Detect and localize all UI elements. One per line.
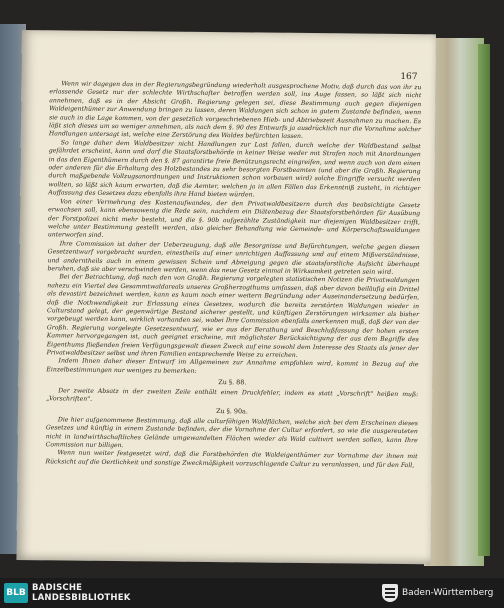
section-heading-88: Zu §. 88. [218,378,247,387]
section-heading-90a: Zu §. 90a. [216,407,248,416]
paragraph: Indem Ihnen daher dieser Entwurf im Allgemeinen zur Annahme empfohlen wird, kommt in Bezug auf die Einzelbestimmungen nur weniges zu bemerken: [46,357,419,375]
paragraph: Wenn wir dagegen das in der Regierungsbegründung wiederholt ausgesprochene Motiv, daß durch das von ihr zu erlassende Gesetz nur der schlechte Wirthschafter betroffen werden soll, ins Auge fassen, so läßt sich nicht annehmen, daß es in der Absicht Großh. Regierung gelegen sei, diese Bestimmung auch gegen diejenigen Waldeigenthümer zur Anwendung bringen zu lassen, deren Waldungen sich schon in gutem Zustande befinden, wenn sie auch in die Lage kommen, von der gesetzlich vorgeschriebenen Hieb- und Abtriebszeit Ausnahmen zu machen. Es läßt sich dieses um so weniger annehmen, als nach dem §. 90 des Entwurfs ja ausdrücklich nur die Vornahme solcher Handlungen untersagt ist, welche eine Zerstörung des Waldes befürchten lassen. [48,80,422,141]
scanned-page [16,30,436,564]
paragraph: Ihre Commission ist daher der Ueberzeugung, daß alle Besorgnisse und Befürchtungen, welche gegen diesen Gesetzentwurf vorgebracht wurden, einestheils auf einer unrichtigen Auffassung und auf einem Mißverständnisse, und anderntheils auch in einem gewissen Schein und Abneigung gegen die staatsforstliche Aufsicht überhaupt beruhen, daß sie aber verschwinden werden, wenn das neue Gesetz einmal in Wirksamkeit getreten sein wird. [47,240,420,276]
page-text [45,80,421,470]
library-name[interactable] [32,583,131,603]
blb-logo[interactable]: BLB [4,583,28,603]
paragraph: So lange daher dem Waldbesitzer nicht Handlungen zur Last fallen, durch welche der Waldbestand selbst gefährdet erscheint, kann und darf die Staatsforstbehörde in keiner Weise weder mit Strafen noch mit Anordnungen in das den Eigenthümern durch den §. 87 garantirte freie Benützungsrecht eingreifen, und wenn auch von dem einen oder anderen für die Erhaltung des Holzbestandes zu sehr besorgten Forstbeamten (und aber die Großh. Regierung durch maßgebende Vollzugsanordnungen und Instruktionen schon vorbauen wird) solche Eingriffe versucht werden wollten, so läßt sich kaum erwarten, daß die Aemter, welchen ja in allen Fällen das Erkenntniß zusteht, in richtiger Auffassung des Gesetzes dazu ebenfalls ihre Hand bieten würden. [48,139,421,199]
library-name-line2: LANDESBIBLIOTHEK [32,593,131,603]
state-name[interactable]: Baden-Württemberg [402,588,494,598]
page-number: 167 [400,71,418,83]
paragraph: Wenn nun weiter festgesetzt wird, daß die Forstbehörden die Waldeigenthümer zur Vornahme der ihnen mit Rücksicht auf die Oertlichkeit und sonstige Zweckmäßigkeit vorzuschlagende Cultur zu veranlassen, und für den Fall, [45,449,418,470]
paragraph: Von einer Vermehrung des Kostenaufwandes, der den Privatwaldbesitzern durch das beabsichtigte Gesetz erwachsen soll, kann ebensowenig die Rede sein, nachdem ein Diätenbezug der Staatsforstbehörden für Ausübung der Forstpolizei nicht mehr besteht, und die §. 90b aufgezählte Zuständigkeit nur diejenigen Waldbesitzer trifft, welche unter Bestimmung gestellt werden, also gleicher Behandlung wie Gemeinde- und Körperschaftswaldungen unterworfen sind. [47,198,421,240]
paragraph: Die hier aufgenommene Bestimmung, daß alle culturfähigen Waldflächen, welche sich bei dem Erscheinen dieses Gesetzes und künftig in einem Zustande befinden, der die Vornahme der Cultur erfordert, so wie die ausgereuteten nicht in landwirthschaftliches Gelände umgewandelten Flächen wieder als Wald cultivirt werden sollen, kann Ihre Commission nur billigen. [45,416,418,450]
library-name-line1: BADISCHE [32,583,83,593]
book-cover-right [478,44,490,556]
paragraph: Bei der Betrachtung, daß nach den von Großh. Regierung vorgelegten statistischen Notizen die Privatwaldungen nahezu ein Viertel des Gesammtwaldareals unseres Großherzogthums umfassen, daß aber davon beiläufig ein Drittel als devastirt bezeichnet werden, kann es kaum noch einer weitern Begründung oder Auseinandersetzung bedürfen, daß die Nothwendigkeit zur Erlassung eines Gesetzes, wodurch die bereits zerstörten Waldungen wieder in Culturstand gelegt, der gegenwärtige Bestand sicherer gestellt, und künftigen Zerstörungen wirksamer als bisher vorgebeugt werden kann, wirklich vorhanden sei, wobei Ihre Commission ebenfalls anerkennen muß, daß der von der Großh. Regierung vorgelegte Gesetzesentwurf, wie er aus der Berathung und Beschlußfassung der hohen ersten Kammer hervorgegangen ist, auch geeignet erscheine, mit möglichster Berücksichtigung der aus dem Begriffe des Eigenthums fließenden freien Verfügungsgewalt diesen Zweck auf eine sowohl dem Interesse des Staats als jener der Privatwaldbesitzer selbst und ihren Familien entsprechende Weise zu erreichen. [46,273,420,359]
paragraph: Der zweite Absatz in der zweiten Zeile enthält einen Druckfehler, indem es statt „Vorschrift" heißen muß: „Vorschriften". [46,387,419,403]
state-crest-icon [382,584,398,602]
